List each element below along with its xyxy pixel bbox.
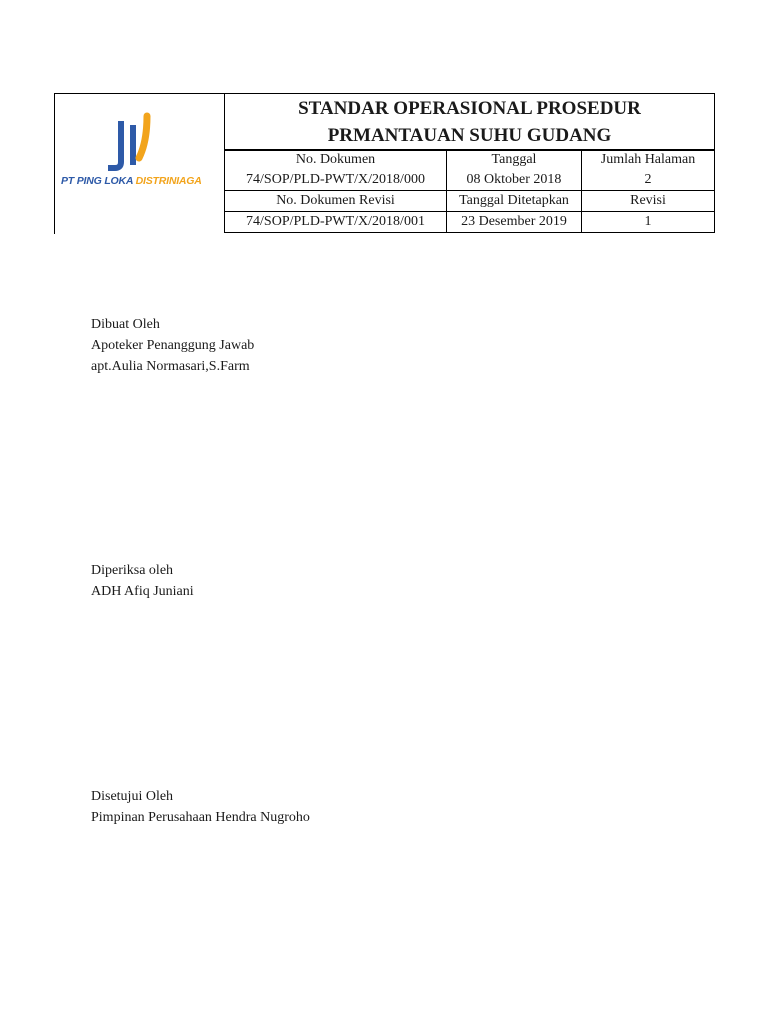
document-header [54, 93, 714, 233]
checked-by-name: ADH Afiq Juniani [91, 584, 194, 599]
checked-by-block [91, 560, 194, 602]
company-logo-text: PT PING LOKA DISTRINIAGA [61, 175, 202, 187]
doc-number-label: No. Dokumen [225, 150, 447, 171]
title-line-1: STANDAR OPERASIONAL PROSEDUR [298, 98, 641, 119]
approved-by-block [91, 786, 310, 828]
title-line-2: PRMANTAUAN SUHU GUDANG [327, 125, 612, 146]
doc-number-value: 74/SOP/PLD-PWT/X/2018/000 [225, 170, 447, 191]
made-by-role: Apoteker Penanggung Jawab [91, 338, 255, 353]
revision-doc-number-label: No. Dokumen Revisi [225, 191, 447, 212]
made-by-label: Dibuat Oleh [91, 317, 160, 332]
made-by-name: apt.Aulia Normasari,S.Farm [91, 359, 250, 374]
table-row [225, 150, 715, 171]
approved-by-label: Disetujui Oleh [91, 789, 174, 804]
page-count-value: 2 [582, 170, 715, 191]
revision-label: Revisi [582, 191, 715, 212]
logo-cell [54, 93, 225, 234]
date-value: 08 Oktober 2018 [447, 170, 582, 191]
document-title [224, 93, 715, 151]
revision-doc-number-value: 74/SOP/PLD-PWT/X/2018/001 [225, 212, 447, 233]
page-count-label: Jumlah Halaman [582, 150, 715, 171]
set-date-label: Tanggal Ditetapkan [447, 191, 582, 212]
set-date-value: 23 Desember 2019 [447, 212, 582, 233]
table-row [225, 191, 715, 212]
made-by-block [91, 314, 254, 377]
checked-by-label: Diperiksa oleh [91, 563, 174, 578]
table-row [225, 170, 715, 191]
approved-by-name: Pimpinan Perusahaan Hendra Nugroho [91, 810, 310, 825]
date-label: Tanggal [447, 150, 582, 171]
revision-value: 1 [582, 212, 715, 233]
pld-logo-icon [105, 112, 161, 176]
document-meta-table [224, 149, 715, 233]
table-row [225, 212, 715, 233]
